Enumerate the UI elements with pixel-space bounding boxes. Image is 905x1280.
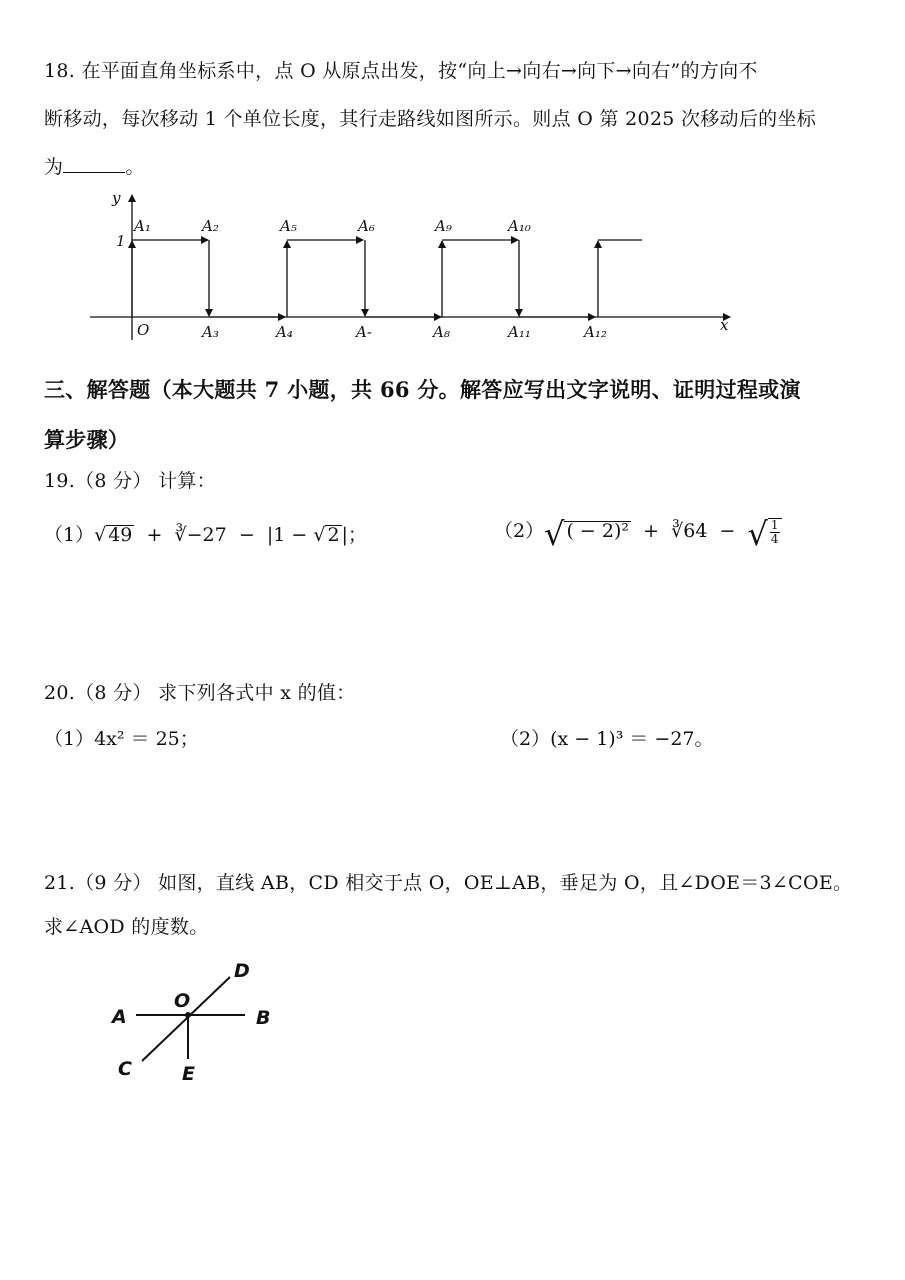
label-a5: A₅ [280, 217, 297, 235]
tick-label-1: 1 [116, 232, 126, 250]
label-a2: A₂ [202, 217, 219, 235]
q20-part1: （1）4x² ＝ 25； [44, 728, 199, 750]
q18-path-figure [80, 185, 760, 350]
label-a10: A₁₀ [508, 217, 531, 235]
q19-header: 19.（8 分） 计算： [44, 470, 216, 492]
label-a12: A₁₂ [584, 323, 607, 341]
label-c: C [118, 1058, 132, 1080]
label-a1: A₁ [134, 217, 151, 235]
label-a: A [112, 1006, 127, 1028]
label-a6: A₆ [358, 217, 375, 235]
label-a9: A₉ [435, 217, 452, 235]
label-o: O [174, 990, 191, 1012]
point-o [185, 1012, 191, 1018]
label-b: B [256, 1007, 271, 1029]
q19-part1: （1）√ 49 + ∛−27 − |1 − √ 2 |； [44, 524, 367, 546]
section3-heading-line1: 三、解答题（本大题共 7 小题，共 66 分。解答应写出文字说明、证明过程或演 [44, 377, 801, 402]
q21-line1: 21.（9 分） 如图，直线 AB，CD 相交于点 O，OE⊥AB，垂足为 O，且∠DOE＝3∠COE。 [44, 872, 853, 894]
label-e: E [182, 1063, 195, 1085]
label-a7: A- [356, 323, 372, 341]
label-a4: A₄ [276, 323, 293, 341]
y-axis-label: y [112, 189, 121, 207]
label-a11: A₁₁ [508, 323, 531, 341]
q18-line3 [44, 152, 145, 179]
q19-part2: （2）√ ( − 2)² + ∛64 − √ $\frac{1}{4}$ [494, 515, 782, 553]
label-a3: A₃ [202, 323, 219, 341]
q18-line1: 18. 在平面直角坐标系中，点 O 从原点出发，按“向上→向右→向下→向右”的方向不 [44, 60, 758, 82]
answer-blank [63, 154, 125, 173]
q21-line2: 求∠AOD 的度数。 [44, 916, 209, 938]
label-d: D [234, 960, 250, 982]
origin-label: O [137, 321, 150, 339]
x-axis-label: x [720, 316, 729, 334]
q20-header: 20.（8 分） 求下列各式中 x 的值： [44, 682, 356, 704]
q18-line3-pre: 为 [44, 156, 64, 178]
q21-intersecting-lines-figure [100, 955, 300, 1095]
q18-line3-post: 。 [125, 156, 145, 178]
section3-heading-line2: 算步骤） [44, 427, 130, 452]
q20-part2: （2）(x − 1)³ ＝ −27。 [500, 728, 714, 750]
q18-line2: 断移动，每次移动 1 个单位长度，其行走路线如图所示。则点 O 第 2025 次移动后的坐标 [44, 108, 817, 130]
label-a8: A₈ [433, 323, 450, 341]
